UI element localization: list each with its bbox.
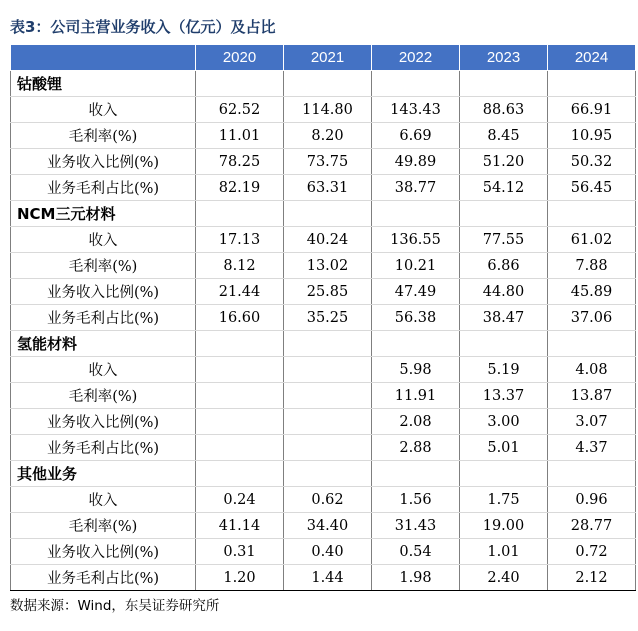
section-empty-cell [548,71,636,97]
section-empty-cell [372,201,460,227]
value-cell: 3.07 [548,409,636,435]
value-cell: 4.08 [548,357,636,383]
value-cell: 11.91 [372,383,460,409]
section-empty-cell [196,331,284,357]
value-cell: 35.25 [284,305,372,331]
table-row [11,227,636,253]
value-cell: 1.98 [372,565,460,591]
section-empty-cell [548,461,636,487]
value-cell: 143.43 [372,97,460,123]
metric-label: 业务毛利占比(%) [11,435,196,461]
table-row [11,279,636,305]
section-empty-cell [196,201,284,227]
header-row [11,45,636,71]
metric-label: 业务收入比例(%) [11,409,196,435]
value-cell: 82.19 [196,175,284,201]
value-cell: 66.91 [548,97,636,123]
value-cell: 3.00 [460,409,548,435]
value-cell: 0.72 [548,539,636,565]
value-cell: 2.88 [372,435,460,461]
section-empty-cell [196,461,284,487]
value-cell: 8.20 [284,123,372,149]
value-cell: 1.56 [372,487,460,513]
table-row [11,149,636,175]
revenue-table [10,44,636,591]
value-cell: 13.02 [284,253,372,279]
value-cell: 10.21 [372,253,460,279]
table-row [11,435,636,461]
metric-label: 业务收入比例(%) [11,149,196,175]
section-empty-cell [284,71,372,97]
table-row [11,253,636,279]
table-header [11,45,636,71]
value-cell: 56.45 [548,175,636,201]
section-row [11,461,636,487]
table-row [11,305,636,331]
section-row [11,331,636,357]
value-cell: 45.89 [548,279,636,305]
value-cell: 0.31 [196,539,284,565]
metric-label: 毛利率(%) [11,383,196,409]
value-cell: 77.55 [460,227,548,253]
table-row [11,175,636,201]
value-cell: 6.86 [460,253,548,279]
table-row [11,97,636,123]
section-label: 氢能材料 [11,331,196,357]
value-cell [284,409,372,435]
metric-label: 毛利率(%) [11,513,196,539]
table-row [11,383,636,409]
value-cell: 8.12 [196,253,284,279]
value-cell: 31.43 [372,513,460,539]
value-cell: 7.88 [548,253,636,279]
value-cell: 2.08 [372,409,460,435]
metric-label: 毛利率(%) [11,123,196,149]
value-cell: 38.77 [372,175,460,201]
value-cell: 78.25 [196,149,284,175]
value-cell [284,383,372,409]
section-empty-cell [372,461,460,487]
value-cell: 16.60 [196,305,284,331]
metric-label: 业务收入比例(%) [11,279,196,305]
year-header: 2022 [372,45,460,71]
section-empty-cell [548,201,636,227]
value-cell: 0.62 [284,487,372,513]
metric-label: 业务毛利占比(%) [11,305,196,331]
value-cell: 114.80 [284,97,372,123]
value-cell: 62.52 [196,97,284,123]
value-cell: 1.44 [284,565,372,591]
value-cell: 51.20 [460,149,548,175]
section-row [11,71,636,97]
section-label: NCM三元材料 [11,201,196,227]
section-empty-cell [284,331,372,357]
value-cell: 11.01 [196,123,284,149]
value-cell: 56.38 [372,305,460,331]
value-cell: 63.31 [284,175,372,201]
section-empty-cell [460,331,548,357]
year-header: 2020 [196,45,284,71]
value-cell: 10.95 [548,123,636,149]
section-empty-cell [372,71,460,97]
section-empty-cell [284,461,372,487]
table-row [11,357,636,383]
section-label: 钴酸锂 [11,71,196,97]
value-cell: 2.40 [460,565,548,591]
value-cell: 1.20 [196,565,284,591]
value-cell: 8.45 [460,123,548,149]
table-row [11,487,636,513]
table-row [11,513,636,539]
metric-label: 收入 [11,487,196,513]
value-cell [284,357,372,383]
value-cell [196,357,284,383]
value-cell: 17.13 [196,227,284,253]
value-cell: 73.75 [284,149,372,175]
metric-label: 收入 [11,97,196,123]
value-cell: 25.85 [284,279,372,305]
table-row [11,565,636,591]
metric-label: 业务毛利占比(%) [11,175,196,201]
value-cell: 54.12 [460,175,548,201]
value-cell: 1.75 [460,487,548,513]
value-cell: 61.02 [548,227,636,253]
value-cell [196,383,284,409]
value-cell: 5.19 [460,357,548,383]
section-empty-cell [196,71,284,97]
value-cell: 28.77 [548,513,636,539]
value-cell: 49.89 [372,149,460,175]
value-cell: 0.96 [548,487,636,513]
value-cell: 5.98 [372,357,460,383]
section-row [11,201,636,227]
value-cell: 38.47 [460,305,548,331]
value-cell: 0.40 [284,539,372,565]
value-cell: 37.06 [548,305,636,331]
value-cell: 88.63 [460,97,548,123]
revenue-table-container [10,44,635,591]
value-cell [196,435,284,461]
section-empty-cell [460,71,548,97]
value-cell: 6.69 [372,123,460,149]
year-header: 2021 [284,45,372,71]
table-row [11,409,636,435]
section-empty-cell [548,331,636,357]
year-header: 2023 [460,45,548,71]
value-cell: 21.44 [196,279,284,305]
value-cell: 0.24 [196,487,284,513]
data-source-note: 数据来源：Wind，东吴证券研究所 [10,598,220,614]
section-label: 其他业务 [11,461,196,487]
table-row [11,123,636,149]
value-cell: 47.49 [372,279,460,305]
metric-label: 毛利率(%) [11,253,196,279]
value-cell: 2.12 [548,565,636,591]
section-empty-cell [284,201,372,227]
value-cell: 1.01 [460,539,548,565]
value-cell: 4.37 [548,435,636,461]
value-cell: 0.54 [372,539,460,565]
header-corner-cell [11,45,196,71]
table-title: 表3：公司主营业务收入（亿元）及占比 [10,18,276,36]
section-empty-cell [372,331,460,357]
metric-label: 业务收入比例(%) [11,539,196,565]
value-cell: 19.00 [460,513,548,539]
value-cell [284,435,372,461]
table-row [11,539,636,565]
value-cell: 41.14 [196,513,284,539]
value-cell: 50.32 [548,149,636,175]
metric-label: 收入 [11,357,196,383]
table-body [11,71,636,591]
value-cell: 13.37 [460,383,548,409]
value-cell [196,409,284,435]
value-cell: 44.80 [460,279,548,305]
year-header: 2024 [548,45,636,71]
value-cell: 5.01 [460,435,548,461]
metric-label: 业务毛利占比(%) [11,565,196,591]
metric-label: 收入 [11,227,196,253]
value-cell: 40.24 [284,227,372,253]
section-empty-cell [460,201,548,227]
section-empty-cell [460,461,548,487]
value-cell: 136.55 [372,227,460,253]
value-cell: 13.87 [548,383,636,409]
value-cell: 34.40 [284,513,372,539]
